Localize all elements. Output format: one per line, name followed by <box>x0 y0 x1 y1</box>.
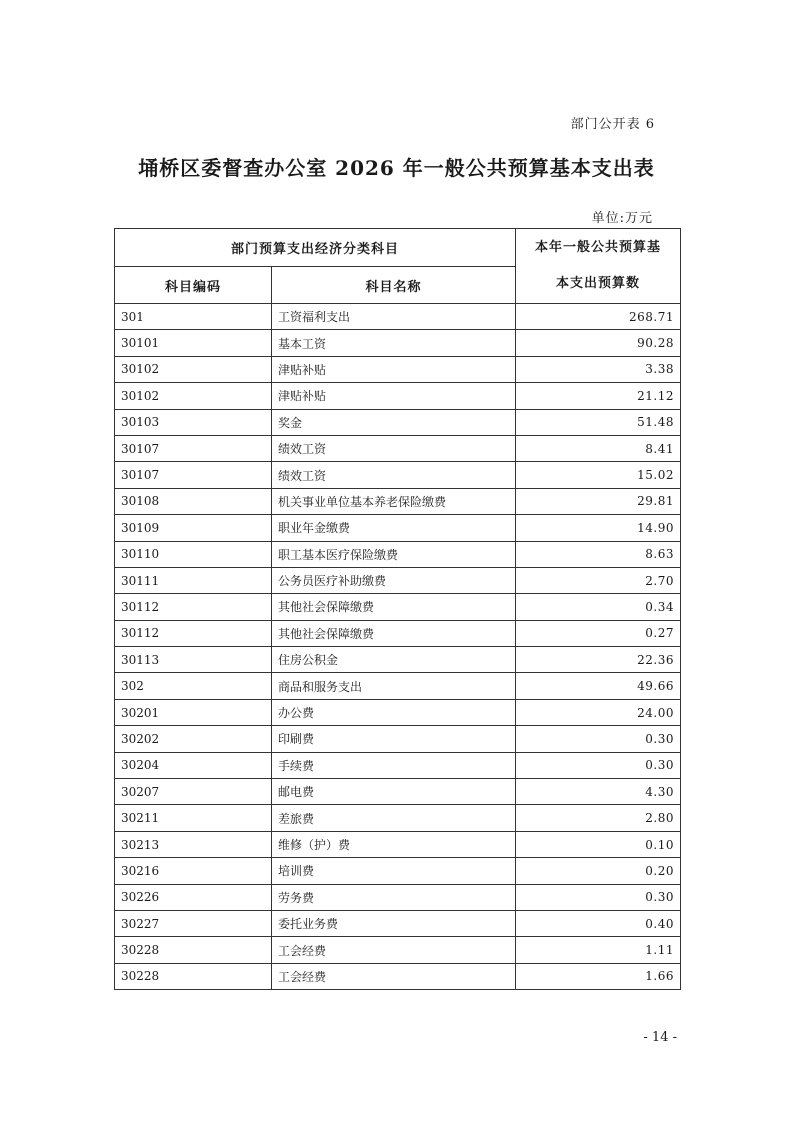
amount-cell: 90.28 <box>516 330 681 356</box>
code-cell: 30112 <box>115 594 272 620</box>
code-cell: 30207 <box>115 779 272 805</box>
table-row <box>115 383 681 409</box>
amount-cell: 29.81 <box>516 488 681 514</box>
name-cell: 邮电费 <box>272 779 516 805</box>
code-cell: 30227 <box>115 910 272 936</box>
amount-header-line1: 本年一般公共预算基 <box>535 240 662 255</box>
table-row <box>115 779 681 805</box>
name-cell: 办公费 <box>272 699 516 725</box>
amount-cell: 0.40 <box>516 910 681 936</box>
code-cell: 30213 <box>115 831 272 857</box>
table-header <box>115 229 681 304</box>
amount-cell: 0.30 <box>516 726 681 752</box>
code-cell: 30110 <box>115 541 272 567</box>
group-header: 部门预算支出经济分类科目 <box>115 229 516 267</box>
page-title: 埇桥区委督查办公室 2026 年一般公共预算基本支出表 <box>138 156 655 180</box>
name-cell: 公务员医疗补助缴费 <box>272 567 516 593</box>
amount-cell: 14.90 <box>516 515 681 541</box>
amount-cell: 0.20 <box>516 858 681 884</box>
amount-cell: 0.30 <box>516 884 681 910</box>
table-row <box>115 937 681 963</box>
table-row <box>115 858 681 884</box>
table-row <box>115 805 681 831</box>
amount-cell: 1.66 <box>516 963 681 989</box>
name-cell: 职业年金缴费 <box>272 515 516 541</box>
name-cell: 工资福利支出 <box>272 304 516 330</box>
code-cell: 30102 <box>115 356 272 382</box>
table-row <box>115 831 681 857</box>
unit-label: 单位:万元 <box>591 211 653 226</box>
header-row-1 <box>115 229 681 267</box>
code-cell: 30103 <box>115 409 272 435</box>
name-cell: 津贴补贴 <box>272 356 516 382</box>
name-cell: 其他社会保障缴费 <box>272 594 516 620</box>
code-cell: 30113 <box>115 647 272 673</box>
table-row <box>115 462 681 488</box>
name-cell: 劳务费 <box>272 884 516 910</box>
code-cell: 30102 <box>115 383 272 409</box>
name-cell: 印刷费 <box>272 726 516 752</box>
amount-cell: 8.41 <box>516 435 681 461</box>
table-row <box>115 647 681 673</box>
name-cell: 基本工资 <box>272 330 516 356</box>
code-cell: 30226 <box>115 884 272 910</box>
code-cell: 30216 <box>115 858 272 884</box>
name-cell: 奖金 <box>272 409 516 435</box>
amount-cell: 22.36 <box>516 647 681 673</box>
table-row <box>115 910 681 936</box>
table-row <box>115 567 681 593</box>
table-row <box>115 726 681 752</box>
amount-header-line2: 本支出预算数 <box>556 276 641 291</box>
amount-cell: 0.27 <box>516 620 681 646</box>
table-label: 部门公开表 6 <box>570 117 655 132</box>
name-cell: 绩效工资 <box>272 462 516 488</box>
code-cell: 30108 <box>115 488 272 514</box>
budget-table <box>114 228 681 990</box>
table-row <box>115 304 681 330</box>
name-header: 科目名称 <box>272 267 516 304</box>
code-header: 科目编码 <box>115 267 272 304</box>
name-cell: 工会经费 <box>272 937 516 963</box>
name-cell: 委托业务费 <box>272 910 516 936</box>
table-row <box>115 541 681 567</box>
amount-cell: 24.00 <box>516 699 681 725</box>
table-row <box>115 963 681 989</box>
code-cell: 301 <box>115 304 272 330</box>
name-cell: 机关事业单位基本养老保险缴费 <box>272 488 516 514</box>
code-cell: 30204 <box>115 752 272 778</box>
name-cell: 培训费 <box>272 858 516 884</box>
amount-cell: 4.30 <box>516 779 681 805</box>
amount-cell: 49.66 <box>516 673 681 699</box>
amount-cell: 0.34 <box>516 594 681 620</box>
table-row <box>115 356 681 382</box>
page-number: - 14 - <box>643 1030 677 1045</box>
code-cell: 30107 <box>115 435 272 461</box>
name-cell: 津贴补贴 <box>272 383 516 409</box>
amount-header <box>516 229 681 304</box>
name-cell: 手续费 <box>272 752 516 778</box>
table-row <box>115 330 681 356</box>
amount-cell: 8.63 <box>516 541 681 567</box>
name-cell: 商品和服务支出 <box>272 673 516 699</box>
code-cell: 30211 <box>115 805 272 831</box>
amount-cell: 268.71 <box>516 304 681 330</box>
code-cell: 30201 <box>115 699 272 725</box>
table-body <box>115 304 681 990</box>
name-cell: 住房公积金 <box>272 647 516 673</box>
table-row <box>115 620 681 646</box>
code-cell: 30111 <box>115 567 272 593</box>
table-row <box>115 752 681 778</box>
table-row <box>115 673 681 699</box>
amount-cell: 51.48 <box>516 409 681 435</box>
code-cell: 30101 <box>115 330 272 356</box>
table-row <box>115 488 681 514</box>
name-cell: 职工基本医疗保险缴费 <box>272 541 516 567</box>
table-row <box>115 884 681 910</box>
amount-cell: 15.02 <box>516 462 681 488</box>
code-cell: 30228 <box>115 963 272 989</box>
amount-cell: 3.38 <box>516 356 681 382</box>
table-row <box>115 699 681 725</box>
amount-cell: 0.10 <box>516 831 681 857</box>
amount-cell: 2.70 <box>516 567 681 593</box>
amount-cell: 21.12 <box>516 383 681 409</box>
table-row <box>115 435 681 461</box>
table-row <box>115 594 681 620</box>
amount-cell: 2.80 <box>516 805 681 831</box>
code-cell: 30107 <box>115 462 272 488</box>
name-cell: 工会经费 <box>272 963 516 989</box>
name-cell: 绩效工资 <box>272 435 516 461</box>
table-row <box>115 515 681 541</box>
code-cell: 30202 <box>115 726 272 752</box>
amount-cell: 0.30 <box>516 752 681 778</box>
code-cell: 302 <box>115 673 272 699</box>
table-row <box>115 409 681 435</box>
code-cell: 30112 <box>115 620 272 646</box>
amount-cell: 1.11 <box>516 937 681 963</box>
code-cell: 30109 <box>115 515 272 541</box>
code-cell: 30228 <box>115 937 272 963</box>
name-cell: 维修（护）费 <box>272 831 516 857</box>
name-cell: 差旅费 <box>272 805 516 831</box>
name-cell: 其他社会保障缴费 <box>272 620 516 646</box>
